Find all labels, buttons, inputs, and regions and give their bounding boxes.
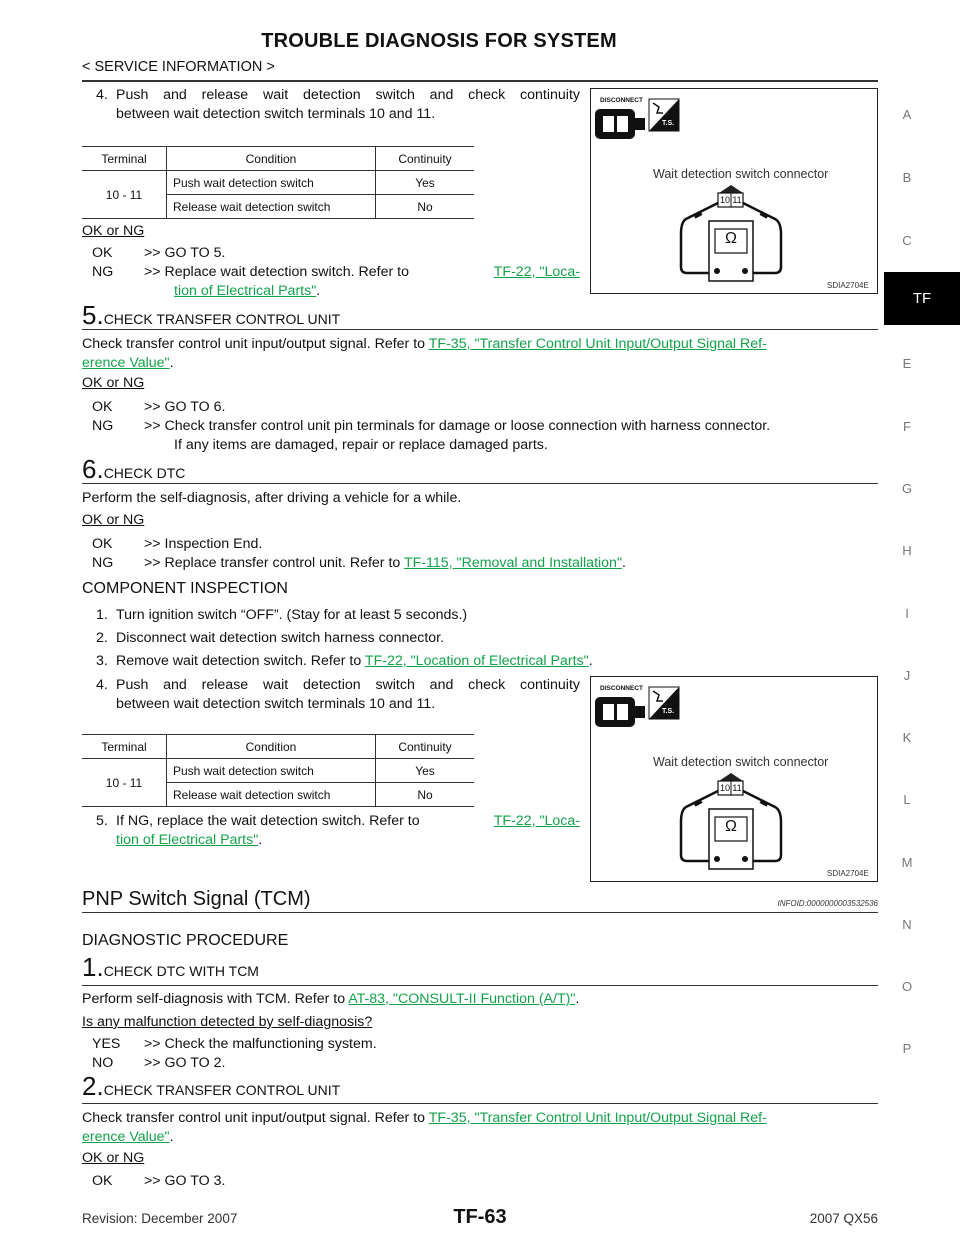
side-tab-p[interactable]: P [902,1041,912,1056]
col-header-terminal: Terminal [82,147,167,171]
ts-icon: T.S. [662,120,675,127]
header-rule [82,80,878,82]
component-inspection-heading: COMPONENT INSPECTION [82,580,288,597]
footer-page-number: TF-63 [453,1206,507,1228]
pnp-step2-rule [82,1103,878,1104]
table-cell-condition: Release wait detection switch [167,195,376,219]
step5-text [82,335,878,354]
ci-item-3-number: 3. [96,653,108,669]
side-tab-l[interactable]: L [903,792,911,807]
pnp-step1-text [82,990,579,1009]
ok-or-ng-label: OK or NG [82,512,145,528]
ok-or-ng-label: OK or NG [82,1150,145,1166]
ok-result: >> Inspection End. [144,536,263,552]
step6-title: CHECK DTC [103,465,186,481]
ok-label: OK [92,1173,113,1189]
ci-item-2-text: Disconnect wait detection switch harness connector. [116,630,445,646]
table-cell-condition: Push wait detection switch [167,759,376,783]
pin-10: 10 [719,783,730,793]
step5-title: CHECK TRANSFER CONTROL UNIT [103,311,341,327]
pnp-step2-title: CHECK TRANSFER CONTROL UNIT [103,1082,341,1098]
ohm-symbol: Ω [725,818,737,835]
info-id: INFOID:0000000003532536 [777,899,878,908]
no-label: NO [92,1055,114,1071]
side-tab-j[interactable]: J [903,668,911,683]
wait-switch-connector-figure-2 [590,676,878,882]
link-tf-22-location-cont[interactable]: tion of Electrical Parts" [116,832,259,848]
table-cell-terminal: 10 - 11 [82,759,167,807]
pnp-step2-heading [82,1071,340,1102]
side-tab-i[interactable]: I [905,606,909,621]
step6-heading [82,454,185,485]
period: . [258,832,263,848]
ng-result-line1 [144,263,580,282]
pnp-rule [82,912,878,913]
ok-label: OK [92,399,113,415]
step5-text-main: Check transfer control unit input/output signal. Refer to [82,336,426,352]
link-tf-35-signal-cont[interactable]: erence Value" [82,355,170,371]
ng-result [144,554,626,573]
pnp-step2-number: 2. [82,1071,104,1101]
pnp-step1-rule [82,985,878,986]
footer-model: 2007 QX56 [809,1211,878,1226]
connector-diagram [591,89,877,293]
pnp-step1-text-main: Perform self-diagnosis with TCM. Refer to [82,991,346,1007]
ci-item-3-main: Remove wait detection switch. Refer to [116,653,362,669]
ng-result-line2 [174,282,320,301]
ng-label: NG [92,418,114,434]
ng-result-text: >> Replace transfer control unit. Refer to [144,555,401,571]
step5-text-line2 [82,354,174,373]
link-tf-22-location[interactable]: TF-22, "Loca- [493,264,580,280]
period: . [621,555,626,571]
link-tf-35-signal[interactable]: TF-35, "Transfer Control Unit Input/Output Signal Ref- [428,1110,767,1126]
no-result: >> GO TO 2. [144,1055,226,1071]
ci-step4-number: 4. [96,677,108,693]
side-tab-n[interactable]: N [902,917,912,932]
ci-step4-text-line1: Push and release wait detection switch and check continuity [116,677,580,693]
step6-number: 6. [82,454,104,484]
col-header-continuity: Continuity [376,147,475,171]
table-cell-condition: Release wait detection switch [167,783,376,807]
continuity-table-1 [82,146,474,219]
side-tab-f[interactable]: F [903,419,911,434]
step4-text-line2: between wait detection switch terminals 10 and 11. [116,106,436,122]
side-tab-a[interactable]: A [902,107,912,122]
pin-11: 11 [732,783,742,793]
side-tab-tf-active[interactable]: TF [884,272,960,325]
wait-switch-connector-figure [590,88,878,294]
side-tab-h[interactable]: H [902,543,912,558]
ci-item-1-number: 1. [96,607,108,623]
col-header-condition: Condition [167,735,376,759]
col-header-condition: Condition [167,147,376,171]
table-cell-continuity: No [376,195,475,219]
ng-label: NG [92,264,114,280]
link-at-83-consult[interactable]: AT-83, "CONSULT-II Function (A/T)" [348,991,576,1007]
diagnostic-procedure-heading: DIAGNOSTIC PROCEDURE [82,932,289,949]
pnp-step1-title: CHECK DTC WITH TCM [103,963,259,979]
side-tab-c[interactable]: C [902,233,912,248]
ci-item-1-text: Turn ignition switch “OFF”. (Stay for at least 5 seconds.) [116,607,468,623]
ci-step5-text-line2 [116,831,262,850]
step6-rule [82,483,878,484]
side-tab-o[interactable]: O [901,979,913,994]
step5-heading [82,300,340,331]
link-tf-22-location[interactable]: TF-22, "Location of Electrical Parts" [364,653,589,669]
col-header-terminal: Terminal [82,735,167,759]
step4-text-line1: Push and release wait detection switch and check continuity [116,87,580,103]
ok-label: OK [92,245,113,261]
figure-code: SDIA2704E [827,869,869,878]
figure-code: SDIA2704E [827,281,869,290]
continuity-table-2 [82,734,474,807]
connector-caption: Wait detection switch connector [653,755,829,769]
link-tf-35-signal[interactable]: TF-35, "Transfer Control Unit Input/Output Signal Ref- [428,336,767,352]
ng-result-line2: If any items are damaged, repair or replace damaged parts. [174,437,548,453]
ci-item-2-number: 2. [96,630,108,646]
ok-result: >> GO TO 5. [144,245,226,261]
side-tab-m[interactable]: M [901,855,913,870]
period: . [316,283,321,299]
ci-step5-text: If NG, replace the wait detection switch. Refer to [116,813,420,829]
period: . [588,653,593,669]
link-tf-35-signal-cont[interactable]: erence Value" [82,1129,170,1145]
link-tf-22-location-cont[interactable]: tion of Electrical Parts" [174,283,317,299]
ci-step5-text-line1 [116,812,580,831]
table-cell-condition: Push wait detection switch [167,171,376,195]
pnp-section-heading: PNP Switch Signal (TCM) [82,888,311,910]
side-tab-k[interactable]: K [902,730,912,745]
step5-rule [82,329,878,330]
connector-caption: Wait detection switch connector [653,167,829,181]
step4-number: 4. [96,87,108,103]
ng-label: NG [92,555,114,571]
side-tab-b[interactable]: B [902,170,912,185]
side-tab-g[interactable]: G [901,481,913,496]
ci-item-3-text [116,652,593,671]
pnp-step2-text [82,1109,767,1128]
page-title: TROUBLE DIAGNOSIS FOR SYSTEM [261,30,617,52]
pnp-step1-heading [82,952,259,983]
yes-label: YES [92,1036,121,1052]
ok-or-ng-label: OK or NG [82,223,145,239]
connector-diagram [591,677,877,881]
section-subtitle: < SERVICE INFORMATION > [82,59,275,75]
ok-or-ng-label: OK or NG [82,375,145,391]
ng-result-line1: >> Check transfer control unit pin terminals for damage or loose connection with harness connector. [144,418,771,434]
pin-10: 10 [719,195,730,205]
pin-11: 11 [732,195,742,205]
period: . [169,355,174,371]
step5-number: 5. [82,300,104,330]
ok-result: >> GO TO 3. [144,1173,226,1189]
pnp-step2-text-line2 [82,1128,174,1147]
period: . [575,991,580,1007]
disconnect-icon: DISCONNECT [600,97,643,104]
table-cell-continuity: Yes [376,759,475,783]
yes-result: >> Check the malfunctioning system. [144,1036,377,1052]
table-cell-terminal: 10 - 11 [82,171,167,219]
side-tab-e[interactable]: E [902,356,912,371]
ci-step5-number: 5. [96,813,108,829]
link-tf-115-removal[interactable]: TF-115, "Removal and Installation" [403,555,622,571]
pnp-step1-number: 1. [82,952,104,982]
link-tf-22-location[interactable]: TF-22, "Loca- [493,813,580,829]
disconnect-icon: DISCONNECT [600,685,643,692]
ci-step4-text-line2: between wait detection switch terminals 10 and 11. [116,696,436,712]
ng-result-text: >> Replace wait detection switch. Refer to [144,264,409,280]
ok-label: OK [92,536,113,552]
table-cell-continuity: Yes [376,171,475,195]
ts-icon: T.S. [662,708,675,715]
period: . [169,1129,174,1145]
malfunction-question: Is any malfunction detected by self-diagnosis? [82,1014,373,1030]
ok-result: >> GO TO 6. [144,399,226,415]
col-header-continuity: Continuity [376,735,475,759]
ohm-symbol: Ω [725,230,737,247]
pnp-step2-text-main: Check transfer control unit input/output signal. Refer to [82,1110,426,1126]
footer-revision: Revision: December 2007 [82,1211,238,1226]
step6-text: Perform the self-diagnosis, after driving a vehicle for a while. [82,490,462,506]
table-cell-continuity: No [376,783,475,807]
